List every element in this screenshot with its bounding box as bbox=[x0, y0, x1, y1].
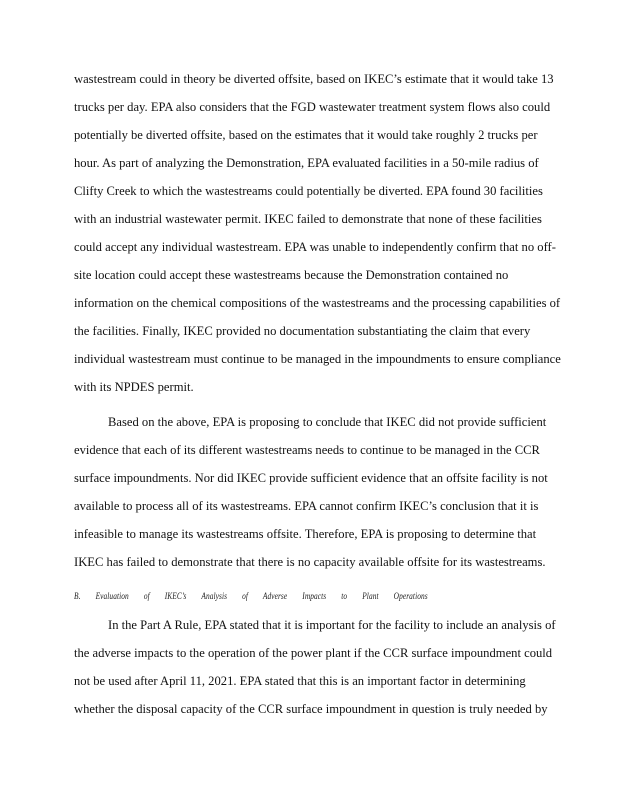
paragraph-1-line-9: information on the chemical compositions of the wastestreams and the processing capabilities of bbox=[74, 296, 561, 310]
paragraph-2-line-5: infeasible to manage its wastestreams offsite. Therefore, EPA is proposing to determine that bbox=[74, 527, 537, 541]
paragraph-1-line-2: trucks per day. EPA also considers that the FGD wastewater treatment system flows also could bbox=[74, 100, 551, 114]
paragraph-1-line-11: individual wastestream must continue to be managed in the impoundments to ensure compliance bbox=[74, 352, 561, 366]
paragraph-1-line-7: could accept any individual wastestream. EPA was unable to independently confirm that no off- bbox=[74, 240, 556, 254]
paragraph-3-line-2: the adverse impacts to the operation of the power plant if the CCR surface impoundment could bbox=[74, 646, 553, 660]
paragraph-1-line-6: with an industrial wastewater permit. IKEC failed to demonstrate that none of these facilities bbox=[74, 212, 542, 226]
paragraph-2-line-1: Based on the above, EPA is proposing to conclude that IKEC did not provide sufficient bbox=[108, 415, 547, 429]
paragraph-1-line-1: wastestream could in theory be diverted offsite, based on IKEC’s estimate that it would take 13 bbox=[74, 72, 554, 86]
paragraph-2-line-3: surface impoundments. Nor did IKEC provide sufficient evidence that an offsite facility is not bbox=[74, 471, 548, 485]
paragraph-3-line-1: In the Part A Rule, EPA stated that it is important for the facility to include an analysis of bbox=[108, 618, 556, 632]
paragraph-1-line-10: the facilities. Finally, IKEC provided no documentation substantiating the claim that every bbox=[74, 324, 531, 338]
paragraph-2-line-2: evidence that each of its different wastestreams needs to continue to be managed in the CCR bbox=[74, 443, 540, 457]
paragraph-2-line-6: IKEC has failed to demonstrate that there is no capacity available offsite for its wastestreams. bbox=[74, 555, 546, 569]
paragraph-3-line-3: not be used after April 11, 2021. EPA stated that this is an important factor in determining bbox=[74, 674, 526, 688]
paragraph-1-line-12: with its NPDES permit. bbox=[74, 380, 194, 394]
paragraph-1-line-3: potentially be diverted offsite, based on the estimates that it would take roughly 2 trucks per bbox=[74, 128, 538, 142]
paragraph-1-line-8: site location could accept these wastestreams because the Demonstration contained no bbox=[74, 268, 509, 282]
paragraph-2-line-4: available to process all of its wastestreams. EPA cannot confirm IKEC’s conclusion that it is bbox=[74, 499, 539, 513]
section-heading: B. Evaluation of IKEC’s Analysis of Adverse Impacts to Plant Operations bbox=[74, 591, 428, 601]
paragraph-1-line-4: hour. As part of analyzing the Demonstration, EPA evaluated facilities in a 50-mile radius of bbox=[74, 156, 539, 170]
paragraph-1-line-5: Clifty Creek to which the wastestreams could potentially be diverted. EPA found 30 facilities bbox=[74, 184, 543, 198]
paragraph-3-line-4: whether the disposal capacity of the CCR surface impoundment in question is truly needed by bbox=[74, 702, 548, 716]
